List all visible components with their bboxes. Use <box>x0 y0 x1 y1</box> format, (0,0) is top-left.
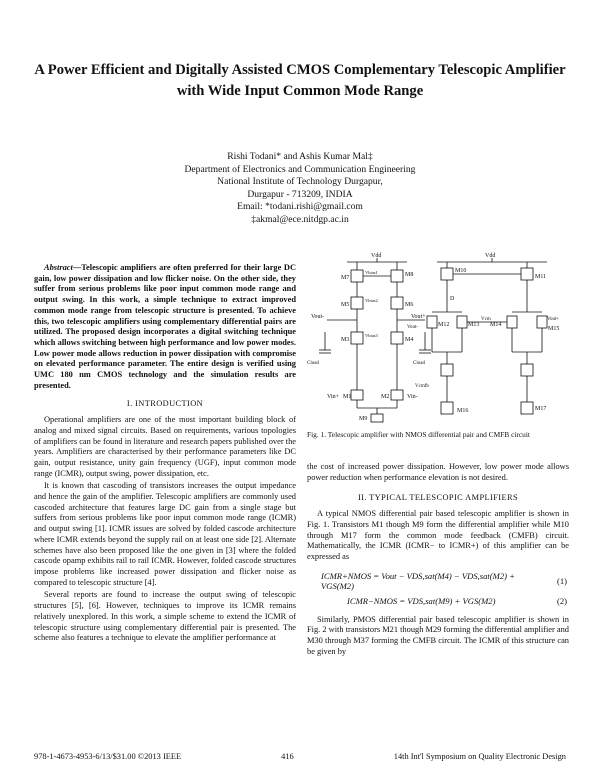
abstract-text: —Telescopic amplifiers are often preferred for their large DC gain, low power dissipation and low flicker noise. On the other side, they suffer from serious problems like poor input common mode range and output swing. In this work, a simple technique to extract improved common mode range from telescopic structure is presented. To achieve this, two telescopic amplifiers using complementary differential pairs are utilized. The proposed design incorporates a digital switching technique which allows switching between high performance and low power modes. Low power mode allows reduction in power dissipation with compromise on elevated performance parameter. The entire design is verified using UMC 180 nm CMOS technology and the simulation results are presented. <box>34 263 296 390</box>
label-m6: M6 <box>405 302 414 308</box>
label-vbias1: Vbias1 <box>365 270 378 275</box>
label-m8: M8 <box>405 272 414 278</box>
intro-paragraph-2: It is known that cascoding of transistors increases the output impedance and hence the gain of the amplifier. Telescopic amplifiers are commonly used cascoded architecture that features large DC gain from a single stage but suffers from serious problems like poor input common mode range (ICMR) and output swing [1]. ICMR issues are solved by folded cascode architecture where ICMR extends beyond the supply rail on at least one side [2]. Alternate schemes have also been proposed like the one given in [3] where the folded cascode opamp exhibits rail to rail ICMR. However, folded cascode structures impose problems like increased power dissipation and flicker noise as compared to telescopic structure [4]. <box>34 481 297 587</box>
author-names: Rishi Todani* and Ashis Kumar Mal‡ <box>227 151 373 162</box>
author-email-1: Email: *todani.rishi@gmail.com <box>237 201 363 213</box>
section-2-paragraph-2: Similarly, PMOS differential pair based telescopic amplifier is shown in Fig. 2 with transistors M21 though M29 forming the differential amplifier and M30 through M37 forming the CMFB circuit. The ICMR of this structure can be given by <box>307 614 569 656</box>
author-city: Durgapur - 713209, INDIA <box>247 188 353 200</box>
title-line-2: with Wide Input Common Mode Range <box>176 83 424 99</box>
label-vout-minus-r: Vout- <box>407 325 419 330</box>
intro-paragraph-1: Operational amplifiers are one of the most important building block of analog and mixed signal circuits. Based on requirements, various topologies of amplifiers can be found in literature and research papers published over the years. Amplifiers are characterised by their performance parameters like DC gain, output resistance, unity gain frequency (UGF), input common mode range (ICMR), output swing, power dissipation, etc. <box>34 415 296 478</box>
label-m14: M14 <box>490 322 502 328</box>
label-vcmfb: Vcmfb <box>415 384 429 389</box>
label-vout-minus: Vout- <box>311 314 325 320</box>
label-m4: M4 <box>405 337 414 343</box>
label-m13: M13 <box>468 322 480 328</box>
page-footer <box>34 752 566 761</box>
figure-1-circuit <box>307 252 569 424</box>
title-line-1: A Power Efficient and Digitally Assisted CMOS Complementary Telescopic Amplifier <box>34 62 566 78</box>
paper-title <box>30 60 570 102</box>
section-1-heading: I. INTRODUCTION <box>126 399 204 409</box>
label-m15: M15 <box>548 326 560 332</box>
equation-2-body: ICMR−NMOS = VDS,sat(M9) + VGS(M2) <box>347 596 496 607</box>
label-m11: M11 <box>535 274 547 280</box>
author-institute: National Institute of Technology Durgapur, <box>217 176 383 188</box>
label-m12: M12 <box>438 322 450 328</box>
label-m9: M9 <box>359 416 368 422</box>
label-m7: M7 <box>341 275 350 281</box>
section-2-heading: II. TYPICAL TELESCOPIC AMPLIFIERS <box>357 493 519 503</box>
label-m17: M17 <box>535 406 547 412</box>
label-vcm: Vcm <box>481 317 491 322</box>
label-m16: M16 <box>457 408 469 414</box>
label-m5: M5 <box>341 302 350 308</box>
label-m1: M1 <box>343 394 352 400</box>
figure-1-caption: Fig. 1. Telescopic amplifier with NMOS differential pair and CMFB circuit <box>307 430 530 439</box>
label-vin-minus: Vin- <box>407 394 418 400</box>
abstract <box>34 263 296 391</box>
footer-copyright: 978-1-4673-4953-6/13/$31.00 ©2013 IEEE <box>34 752 182 761</box>
footer-conference: 14th Int'l Symposium on Quality Electronic Design <box>393 752 566 761</box>
page-number: 416 <box>281 752 294 761</box>
label-vout-plus-r: Vout+ <box>547 317 560 322</box>
equation-2 <box>313 596 569 607</box>
label-vbias3: Vbias3 <box>365 333 378 338</box>
label-vbias2: Vbias2 <box>365 298 378 303</box>
right-column-continuation: the cost of increased power dissipation. However, low power mode allows power reduction when performance elevation is not desired. <box>307 462 569 482</box>
label-vout-plus: Vout+ <box>411 314 426 320</box>
author-block <box>100 151 500 227</box>
label-cload-right: Cload <box>413 361 425 366</box>
equation-1-number: (1) <box>556 575 567 586</box>
left-column <box>34 263 296 646</box>
label-m10: M10 <box>455 268 467 274</box>
author-email-2: ‡akmal@ece.nitdgp.ac.in <box>251 213 349 225</box>
equation-1-line-1: ICMR+NMOS = Vout − VDS,sat(M4) − VDS,sat(M2) + <box>321 570 515 581</box>
label-d: D <box>450 296 455 302</box>
section-2-paragraph-1: A typical NMOS differential pair based telescopic amplifier is shown in Fig. 1. Transistors M1 though M9 form the differential amplifier while M10 through M17 form the common mode feedback (CMFB) circuit. Mathematically, the ICMR (ICMR− to ICMR+) of this amplifier can be expressed as <box>307 509 569 561</box>
abstract-label: Abstract <box>44 263 73 272</box>
right-column <box>307 462 569 660</box>
equation-2-number: (2) <box>556 596 567 607</box>
author-department: Department of Electronics and Communication Engineering <box>184 163 416 175</box>
label-m3: M3 <box>341 337 350 343</box>
intro-paragraph-3: Several reports are found to increase the output swing of telescopic structures [5], [6]. However, techniques to improve its ICMR remains relatively unexplored. In this work, a simple scheme to extend the ICMR of telescopic structure using complementary differential pair is presented. The scheme also features a technique to elevate the amplifier performance at <box>34 590 296 643</box>
equation-1-line-2: VGS(M2) <box>321 581 354 592</box>
label-cload-left: Cload <box>307 361 319 366</box>
equation-1 <box>313 571 569 592</box>
label-m2: M2 <box>381 394 390 400</box>
label-vin-plus: Vin+ <box>327 394 340 400</box>
label-vdd-right: Vdd <box>485 253 496 259</box>
label-vdd-left: Vdd <box>371 253 382 259</box>
